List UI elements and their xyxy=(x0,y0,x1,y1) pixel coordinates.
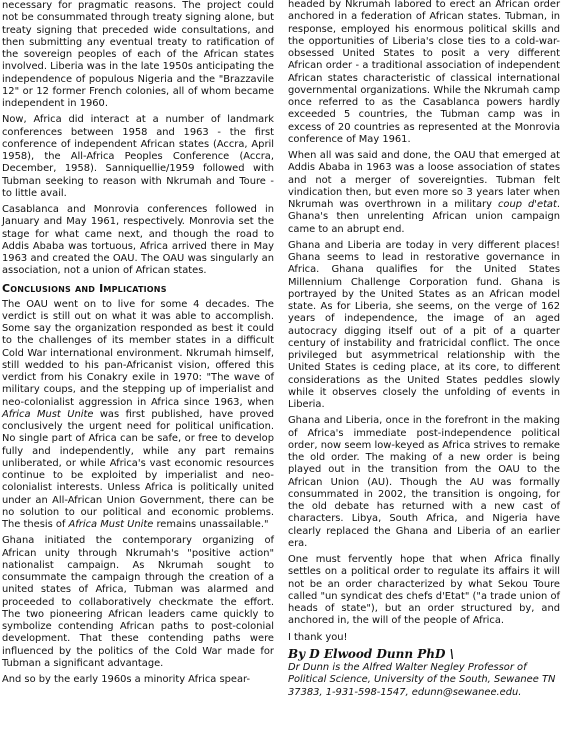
right-column xyxy=(288,0,560,699)
book-title: Africa Must Unite xyxy=(2,408,94,420)
italic-term: coup d'etat xyxy=(497,199,557,210)
paragraph-right-5: One must fervently hope that when Africa finally settles on a political order to regulate its affairs it will not be an order characterized by what Sekou Toure called "un syndicat des chefs d'Etat" ("a trade union of heads of state"), but an order structured by, and anchored in, the will of the people of Africa. xyxy=(288,554,560,627)
book-title: Africa Must Unite xyxy=(68,519,154,530)
paragraph-left-5: Ghana initiated the contemporary organizing of African unity through Nkrumah's "positive action" nationalist campaign. As Nkrumah sought to consummate the campaign through the creation of a united states of Africa, Tubman was alarmed and proceeded to collaboratively checkmate the effort. The two pioneering African leaders came quickly to symbolize contending African paths to post-colonial development. That these contending paths were influenced by the politics of the Cold War made for Tubman a significant advantage. xyxy=(2,535,274,669)
quote-text-b: was first published, have proved conclusively the urgent need for political unification. No single part of Africa can be safe, or free to develop fully and independently, while any part remains unliberated, or while Africa's vast economic resources continue to be exploited by imperialist and neo-colonialist interests. Unless Africa is politically united under an All-African Union Government, there can be no solution to our political and economic problems. The thesis of xyxy=(2,408,274,530)
closing-thanks: I thank you! xyxy=(288,631,348,643)
paragraph-left-4 xyxy=(2,299,274,532)
section-heading: Conclusions and Implications xyxy=(2,281,167,295)
paragraph-left-2: Now, Africa did interact at a number of landmark conferences between 1958 and 1963 - the first conference of independent African states (Accra, April 1958), the All-Africa Peoples Conference (Accra, December, 1958). Sanniquellie/1959 followed with Tubman seeking to reason with Nkrumah and Toure - to little avail. xyxy=(2,114,274,199)
text-a: When all was said and done, the OAU that emerged at Addis Ababa in 1963 was a loose association of states and not a merger of sovereignties. Tubman felt vindication then, but even more so 3 years later when Nkrumah was overthrown in a military xyxy=(288,150,560,210)
author-byline: By D Elwood Dunn PhD \ xyxy=(288,646,454,661)
text-b: . Ghana's then unrelenting African union campaign came to an abrupt end. xyxy=(288,199,560,235)
author-bio: Dr Dunn is the Alfred Walter Negley Professor of Political Science, University of the South, Sewanee TN 37383, 1-931-598-1547, edunn@sewanee.edu. xyxy=(288,662,556,698)
paragraph-right-4: Ghana and Liberia, once in the forefront in the making of Africa's immediate post-independence political order, now seem low-keyed as Africa strives to remake the old order. The making of a new order is being played out in the transition from the OAU to the African Union (AU). Though the AU was formally consummated in 2002, the transition is ongoing, for the old debate has returned with a new cast of characters. Libya, South Africa, and Nigeria have clearly replaced the Ghana and Liberia of an earlier era. xyxy=(288,415,560,549)
left-column xyxy=(2,0,274,686)
paragraph-left-1: necessary for pragmatic reasons. The project could not be consummated through treaty signing alone, but treaty signing that preceded wide consultations, and then submitting any eventual treaty to ratification of the sovereign peoples of each of the African states involved. Liberia was in the late 1950s anticipating the independence of populous Nigeria and the "Brazzavile 12" or 12 former French colonies, all of whom became independent in 1960. xyxy=(2,0,274,109)
paragraph-left-6: And so by the early 1960s a minority Africa spear- xyxy=(2,674,251,685)
quote-text-a: The OAU went on to live for some 4 decades. The verdict is still out on what it was able to accomplish. Some say the organization responded as best it could to the challenges of its member states in a difficult Cold War international environment. Nkrumah himself, still wedded to his pan-Africanist vision, offered this verdict from his Conakry exile in 1970: "The wave of military coups, and the stepping up of imperialist and neo-colonialist aggression in Africa since 1963, when xyxy=(2,298,274,408)
paragraph-right-3: Ghana and Liberia are today in very different places! Ghana seems to lead in restorative governance in Africa. Ghana qualifies for the United States Millennium Challenge Corporation fund. Ghana is portrayed by the United States as an African model state. As for Liberia, she seems, on the verge of 162 years of independence, the image of an aged autocracy digging itself out of a pit of a quarter century of instability and fratricidal conflict. The once privileged but asymmetrical relationship with the United States is ceding place, at its core, to different considerations as the United States peddles slowly while it observes closely the unfolding of events in Liberia. xyxy=(288,239,560,410)
paragraph-right-2 xyxy=(288,150,560,236)
quote-text-c: remains unassailable." xyxy=(153,519,269,530)
paragraph-right-1: headed by Nkrumah labored to erect an African order anchored in a federation of African states. Tubman, in response, employed his enormous political skills and the opportunities of Liberia's close ties to a cold-war-obsessed United States to posit a very different African order - a traditional association of independent African states characteristic of classical international governmental organizations. While the Nkrumah camp once referred to as the Casablanca powers hardly exceeded 5 countries, the Tubman camp was in excess of 20 countries as represented at the Monrovia conference of May 1961. xyxy=(288,0,560,145)
paragraph-left-3: Casablanca and Monrovia conferences followed in January and May 1961, respectively. Monrovia set the stage for what came next, and though the road to Addis Ababa was tortuous, Africa arrived there in May 1963 and created the OAU. The OAU was singularly an association, not a union of African states. xyxy=(2,204,274,277)
